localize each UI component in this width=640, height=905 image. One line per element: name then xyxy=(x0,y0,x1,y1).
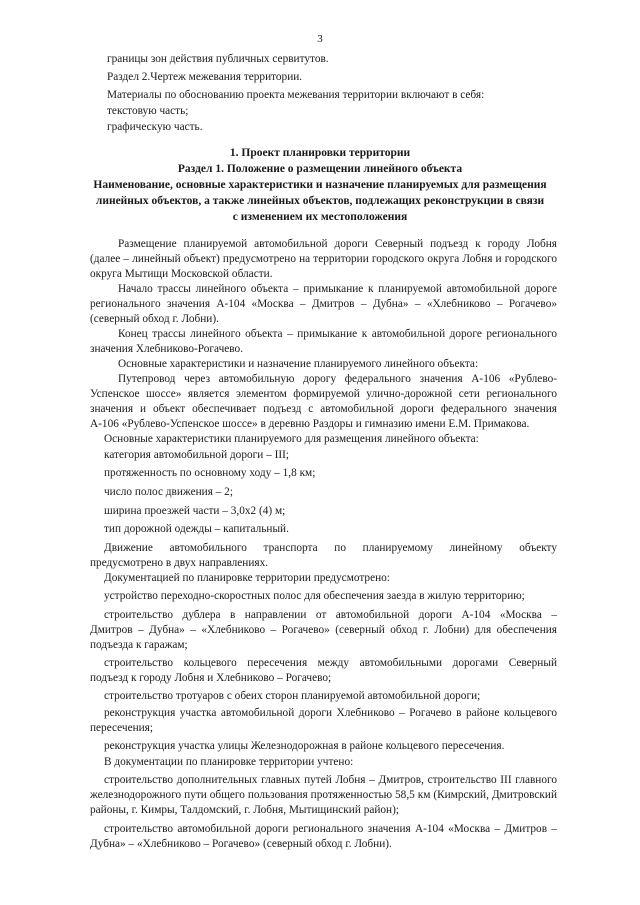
body-line: пересечения; xyxy=(90,722,154,734)
list-item: устройство переходно-скоростных полос для обеспечения заезда в жилую территорию; xyxy=(104,590,525,602)
list-item: протяженность по основному ходу – 1,8 км; xyxy=(104,467,316,479)
body-line: округа Мытищи Московской области. xyxy=(90,268,273,280)
body-line: Документацией по планировке территории предусмотрено: xyxy=(104,572,390,584)
list-item: строительство автомобильной дороги регионального значения А-104 «Москва – Дмитров – xyxy=(104,823,557,835)
body-line: районы, г. Кимры, Талдомский, г. Лобня, Мытищинский район); xyxy=(90,804,400,816)
list-item: строительство тротуаров с обеих сторон планируемой автомобильной дороги; xyxy=(104,690,481,702)
intro-line: графическую часть. xyxy=(107,121,203,133)
page-number: 3 xyxy=(317,33,323,45)
section-title-line: линейных объектов, а также линейных объектов, подлежащих реконструкции в связи xyxy=(95,195,545,207)
body-line: (северный обход г. Лобни). xyxy=(90,313,219,325)
list-item: число полос движения – 2; xyxy=(104,486,233,498)
body-line: Конец трассы линейного объекта – примыкание к автомобильной дороге регионального xyxy=(118,328,557,340)
intro-line: границы зон действия публичных сервитутов. xyxy=(107,53,329,65)
body-line: подъезд к городу Лобня и Хлебниково – Рогачево; xyxy=(90,672,332,684)
body-line: А-106 «Рублево-Успенское шоссе» в деревню Раздоры и гимназию имени Е.М. Примакова. xyxy=(90,418,530,430)
list-item: строительство дублера в направлении от автомобильной дороги А-104 «Москва – xyxy=(104,609,557,621)
list-item: категория автомобильной дороги – III; xyxy=(104,449,290,461)
list-item: ширина проезжей части – 3,0х2 (4) м; xyxy=(104,505,286,517)
body-line: Размещение планируемой автомобильной дороги Северный подъезд к городу Лобня xyxy=(118,238,557,250)
section-heading: 1. Проект планировки территории xyxy=(229,147,411,159)
body-line: Успенское шоссе» является элементом формируемой улично-дорожной сети регионального xyxy=(90,388,557,400)
list-item: реконструкция участка автомобильной дороги Хлебниково – Рогачево в районе кольцевого xyxy=(104,707,557,719)
section-title-line: Наименование, основные характеристики и назначение планируемых для размещения xyxy=(93,179,547,191)
section-title-line: с изменением их местоположения xyxy=(232,211,408,223)
body-line: значения и объект обеспечивает подъезд с автомобильной дороги федерального значения xyxy=(90,403,557,415)
list-item: строительство кольцевого пересечения между автомобильными дорогами Северный xyxy=(104,657,557,669)
body-line: Движение автомобильного транспорта по планируемому линейному объекту xyxy=(104,542,557,554)
intro-line: текстовую часть; xyxy=(107,105,189,117)
body-line: (далее – линейный объект) предусмотрено на территории городского округа Лобня и городского xyxy=(90,253,557,265)
body-line: В документации по планировке территории учтено: xyxy=(104,756,354,768)
body-line: предусмотрено в двух направлениях. xyxy=(90,557,269,569)
section-subheading: Раздел 1. Положение о размещении линейного объекта xyxy=(177,163,463,175)
body-line: Путепровод через автомобильную дорогу федерального значения А-106 «Рублево- xyxy=(118,373,557,385)
list-item: строительство дополнительных главных путей Лобня – Дмитров, строительство III главного xyxy=(104,774,557,786)
body-line: железнодорожного пути общего пользования протяженностью 58,5 км (Кимрский, Дмитровский xyxy=(90,789,557,801)
body-line: Дмитров – Дубна» – «Хлебниково – Рогачево» (северный обход г. Лобни) для обеспечения xyxy=(90,624,557,636)
list-item: реконструкция участка улицы Железнодорожная в районе кольцевого пересечения. xyxy=(104,740,505,752)
body-line: подъезда к гаражам; xyxy=(90,639,188,651)
body-line: регионального значения А-104 «Москва – Дмитров – Дубна» – «Хлебниково – Рогачево» xyxy=(90,298,557,310)
list-item: тип дорожной одежды – капитальный. xyxy=(104,523,289,535)
intro-line: Материалы по обоснованию проекта межевания территории включают в себя: xyxy=(107,89,485,101)
body-line: Начало трассы линейного объекта – примыкание к планируемой автомобильной дороге xyxy=(118,283,557,295)
body-line: значения Хлебниково-Рогачево. xyxy=(90,343,244,355)
body-line: Основные характеристики и назначение планируемого линейного объекта: xyxy=(118,358,479,370)
body-line: Дубна» – «Хлебниково – Рогачево» (северный обход г. Лобни). xyxy=(90,838,392,850)
body-line: Основные характеристики планируемого для размещения линейного объекта: xyxy=(104,433,479,445)
intro-line: Раздел 2.Чертеж межевания территории. xyxy=(107,71,303,83)
